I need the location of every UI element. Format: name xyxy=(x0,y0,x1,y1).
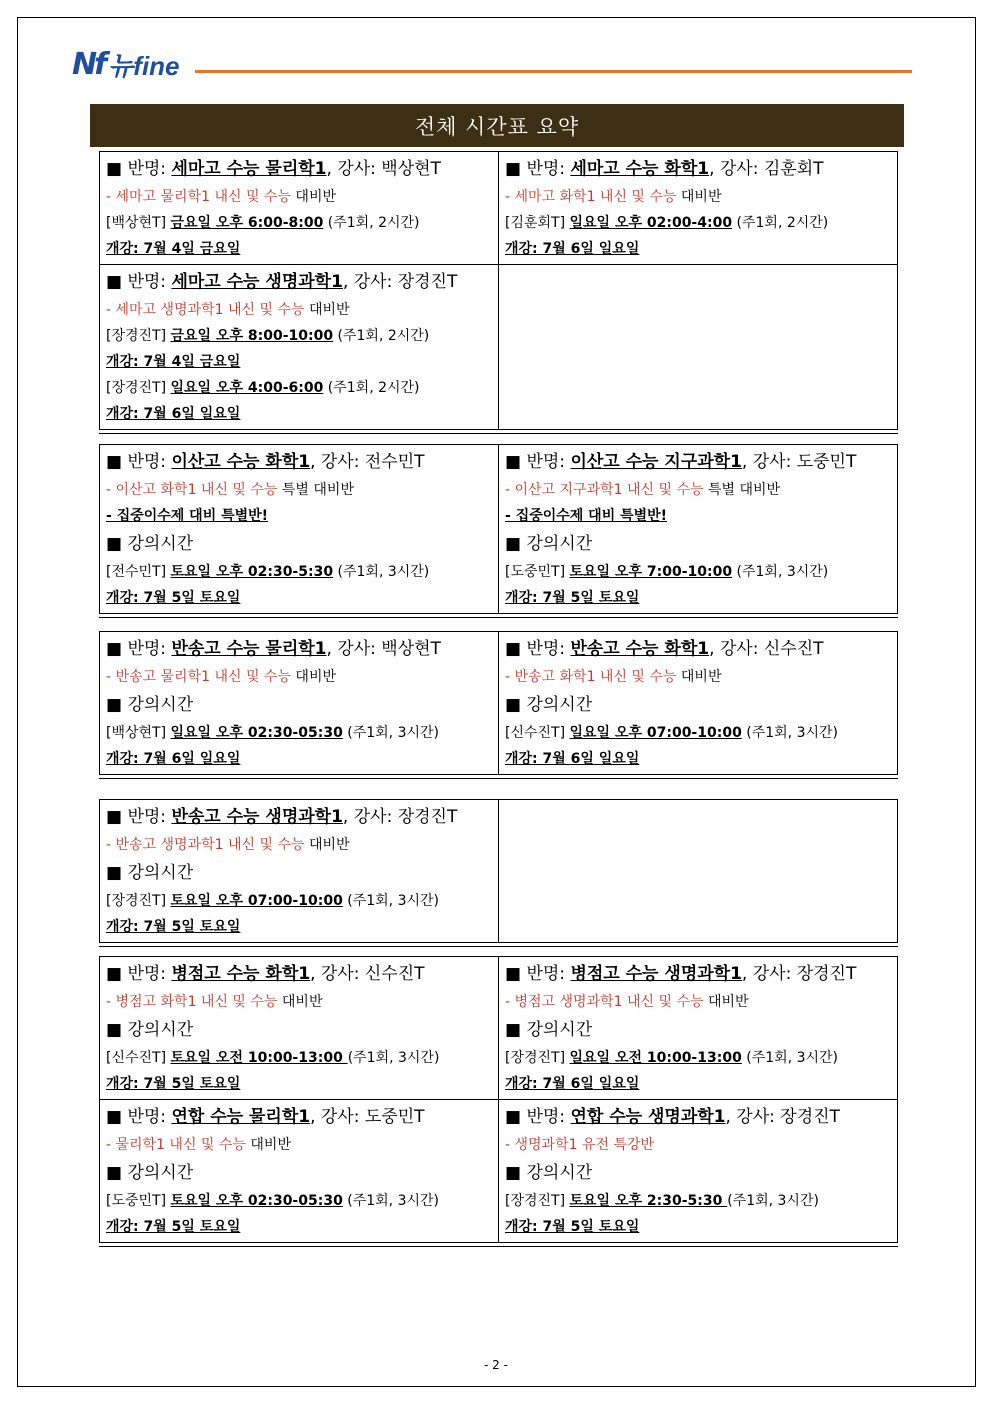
lecture-time: [장경진T] 일요일 오전 10:00-13:00 (주1회, 3시간) xyxy=(505,1050,838,1066)
schedule-table xyxy=(99,444,898,614)
class-description: - 세마고 화학1 내신 및 수능 대비반 xyxy=(505,189,722,205)
class-name: 반송고 수능 물리학1 xyxy=(171,639,327,659)
class-heading: ■ 반명: 반송고 수능 화학1, 강사: 신수진T xyxy=(505,639,824,659)
class-cell xyxy=(499,265,898,430)
table-row xyxy=(100,265,898,430)
class-description: - 물리학1 내신 및 수능 대비반 xyxy=(106,1137,291,1153)
opening-date: 개강: 7월 5일 토요일 xyxy=(106,590,241,606)
class-heading: ■ 반명: 세마고 수능 화학1, 강사: 김훈회T xyxy=(505,159,824,179)
class-name: 반송고 수능 화학1 xyxy=(570,639,710,659)
opening-date: 개강: 7월 5일 토요일 xyxy=(106,1076,241,1092)
class-description: - 세마고 물리학1 내신 및 수능 대비반 xyxy=(106,189,337,205)
table-row xyxy=(100,445,898,614)
lecture-time: [김훈회T] 일요일 오후 02:00-4:00 (주1회, 2시간) xyxy=(505,215,829,231)
schedule-table xyxy=(99,151,898,430)
page-title: 전체 시간표 요약 xyxy=(90,104,904,147)
schedule-table xyxy=(99,956,898,1243)
class-cell xyxy=(499,632,898,775)
class-name: 연합 수능 생명과학1 xyxy=(570,1107,726,1127)
opening-date: 개강: 7월 5일 토요일 xyxy=(106,1219,241,1235)
class-heading: ■ 반명: 반송고 수능 물리학1, 강사: 백상현T xyxy=(106,639,441,659)
class-cell xyxy=(499,957,898,1100)
class-cell xyxy=(499,1100,898,1243)
class-name: 반송고 수능 생명과학1 xyxy=(171,807,343,827)
class-heading: ■ 반명: 세마고 수능 물리학1, 강사: 백상현T xyxy=(106,159,441,179)
class-name: 세마고 수능 화학1 xyxy=(570,159,710,179)
lecture-time-heading: ■ 강의시간 xyxy=(106,863,194,883)
schedule-table xyxy=(99,799,898,943)
class-cell xyxy=(100,1100,499,1243)
lecture-time: [장경진T] 토요일 오후 2:30-5:30 (주1회, 3시간) xyxy=(505,1193,819,1209)
opening-date: 개강: 7월 6일 일요일 xyxy=(505,1076,640,1092)
opening-date: 개강: 7월 4일 금요일 xyxy=(106,354,241,370)
class-cell xyxy=(100,800,499,943)
special-note: - 집중이수제 대비 특별반! xyxy=(505,508,668,524)
class-heading: ■ 반명: 연합 수능 물리학1, 강사: 도중민T xyxy=(106,1107,425,1127)
group-divider xyxy=(99,1246,898,1247)
logo-text: 뉴fine xyxy=(108,50,180,81)
class-name: 병점고 수능 생명과학1 xyxy=(570,964,742,984)
class-description: - 병점고 생명과학1 내신 및 수능 대비반 xyxy=(505,994,749,1010)
table-row xyxy=(100,957,898,1100)
table-row xyxy=(100,1100,898,1243)
class-name: 이산고 수능 화학1 xyxy=(171,452,311,472)
lecture-time-heading: ■ 강의시간 xyxy=(505,695,593,715)
class-name: 세마고 수능 물리학1 xyxy=(171,159,327,179)
class-cell xyxy=(499,800,898,943)
schedule-table xyxy=(99,631,898,775)
lecture-time-heading: ■ 강의시간 xyxy=(505,1163,593,1183)
class-heading: ■ 반명: 반송고 수능 생명과학1, 강사: 장경진T xyxy=(106,807,458,827)
group-divider xyxy=(99,617,898,618)
lecture-time: [신수진T] 일요일 오후 07:00-10:00 (주1회, 3시간) xyxy=(505,725,838,741)
schedule-group xyxy=(99,799,898,947)
class-cell xyxy=(100,957,499,1100)
class-name: 연합 수능 물리학1 xyxy=(171,1107,311,1127)
logo xyxy=(72,46,180,82)
opening-date: 개강: 7월 5일 토요일 xyxy=(106,919,241,935)
lecture-time: [백상현T] 일요일 오후 02:30-05:30 (주1회, 3시간) xyxy=(106,725,439,741)
opening-date: 개강: 7월 6일 일요일 xyxy=(106,751,241,767)
class-description: - 반송고 화학1 내신 및 수능 대비반 xyxy=(505,669,722,685)
class-description: - 이산고 화학1 내신 및 수능 특별 대비반 xyxy=(106,482,354,498)
lecture-time: [신수진T] 토요일 오전 10:00-13:00 (주1회, 3시간) xyxy=(106,1050,440,1066)
class-name: 병점고 수능 화학1 xyxy=(171,964,311,984)
opening-date: 개강: 7월 4일 금요일 xyxy=(106,241,241,257)
lecture-time: [장경진T] 금요일 오후 8:00-10:00 (주1회, 2시간) xyxy=(106,328,430,344)
lecture-time-2: [장경진T] 일요일 오후 4:00-6:00 (주1회, 2시간) xyxy=(106,380,420,396)
lecture-time: [전수민T] 토요일 오후 02:30-5:30 (주1회, 3시간) xyxy=(106,564,430,580)
class-description: - 병점고 화학1 내신 및 수능 대비반 xyxy=(106,994,323,1010)
class-description: - 반송고 물리학1 내신 및 수능 대비반 xyxy=(106,669,337,685)
page-number: - 2 - xyxy=(484,1358,508,1372)
schedule-group xyxy=(99,956,898,1247)
class-description: - 이산고 지구과학1 내신 및 수능 특별 대비반 xyxy=(505,482,781,498)
class-heading: ■ 반명: 이산고 수능 지구과학1, 강사: 도중민T xyxy=(505,452,857,472)
lecture-time: [도중민T] 토요일 오후 7:00-10:00 (주1회, 3시간) xyxy=(505,564,829,580)
lecture-time-heading: ■ 강의시간 xyxy=(106,695,194,715)
class-cell xyxy=(499,152,898,265)
class-description: - 생명과학1 유전 특강반 xyxy=(505,1137,655,1153)
class-heading: ■ 반명: 세마고 수능 생명과학1, 강사: 장경진T xyxy=(106,272,458,292)
opening-date-2: 개강: 7월 6일 일요일 xyxy=(106,406,241,422)
opening-date: 개강: 7월 6일 일요일 xyxy=(505,751,640,767)
class-heading: ■ 반명: 병점고 수능 생명과학1, 강사: 장경진T xyxy=(505,964,857,984)
lecture-time-heading: ■ 강의시간 xyxy=(106,1020,194,1040)
table-row xyxy=(100,152,898,265)
opening-date: 개강: 7월 5일 토요일 xyxy=(505,1219,640,1235)
opening-date: 개강: 7월 5일 토요일 xyxy=(505,590,640,606)
class-cell xyxy=(100,265,499,430)
group-divider xyxy=(99,433,898,434)
lecture-time-heading: ■ 강의시간 xyxy=(505,1020,593,1040)
class-cell xyxy=(100,632,499,775)
schedule-group xyxy=(99,151,898,434)
lecture-time-heading: ■ 강의시간 xyxy=(505,534,593,554)
class-heading: ■ 반명: 병점고 수능 화학1, 강사: 신수진T xyxy=(106,964,425,984)
logo-mark: Nf xyxy=(72,46,105,82)
table-row xyxy=(100,800,898,943)
schedule-group xyxy=(99,444,898,618)
class-name: 세마고 수능 생명과학1 xyxy=(171,272,343,292)
class-cell xyxy=(100,445,499,614)
class-description: - 반송고 생명과학1 내신 및 수능 대비반 xyxy=(106,837,350,853)
lecture-time-heading: ■ 강의시간 xyxy=(106,534,194,554)
lecture-time: [도중민T] 토요일 오후 02:30-05:30 (주1회, 3시간) xyxy=(106,1193,439,1209)
lecture-time: [백상현T] 금요일 오후 6:00-8:00 (주1회, 2시간) xyxy=(106,215,420,231)
lecture-time-heading: ■ 강의시간 xyxy=(106,1163,194,1183)
opening-date: 개강: 7월 6일 일요일 xyxy=(505,241,640,257)
class-name: 이산고 수능 지구과학1 xyxy=(570,452,742,472)
group-divider xyxy=(99,778,898,779)
header-rule xyxy=(195,70,912,73)
class-heading: ■ 반명: 연합 수능 생명과학1, 강사: 장경진T xyxy=(505,1107,840,1127)
special-note: - 집중이수제 대비 특별반! xyxy=(106,508,269,524)
table-row xyxy=(100,632,898,775)
class-heading: ■ 반명: 이산고 수능 화학1, 강사: 전수민T xyxy=(106,452,425,472)
class-cell xyxy=(499,445,898,614)
schedule-group xyxy=(99,631,898,779)
class-cell xyxy=(100,152,499,265)
class-description: - 세마고 생명과학1 내신 및 수능 대비반 xyxy=(106,302,350,318)
group-divider xyxy=(99,946,898,947)
lecture-time: [장경진T] 토요일 오후 07:00-10:00 (주1회, 3시간) xyxy=(106,893,439,909)
